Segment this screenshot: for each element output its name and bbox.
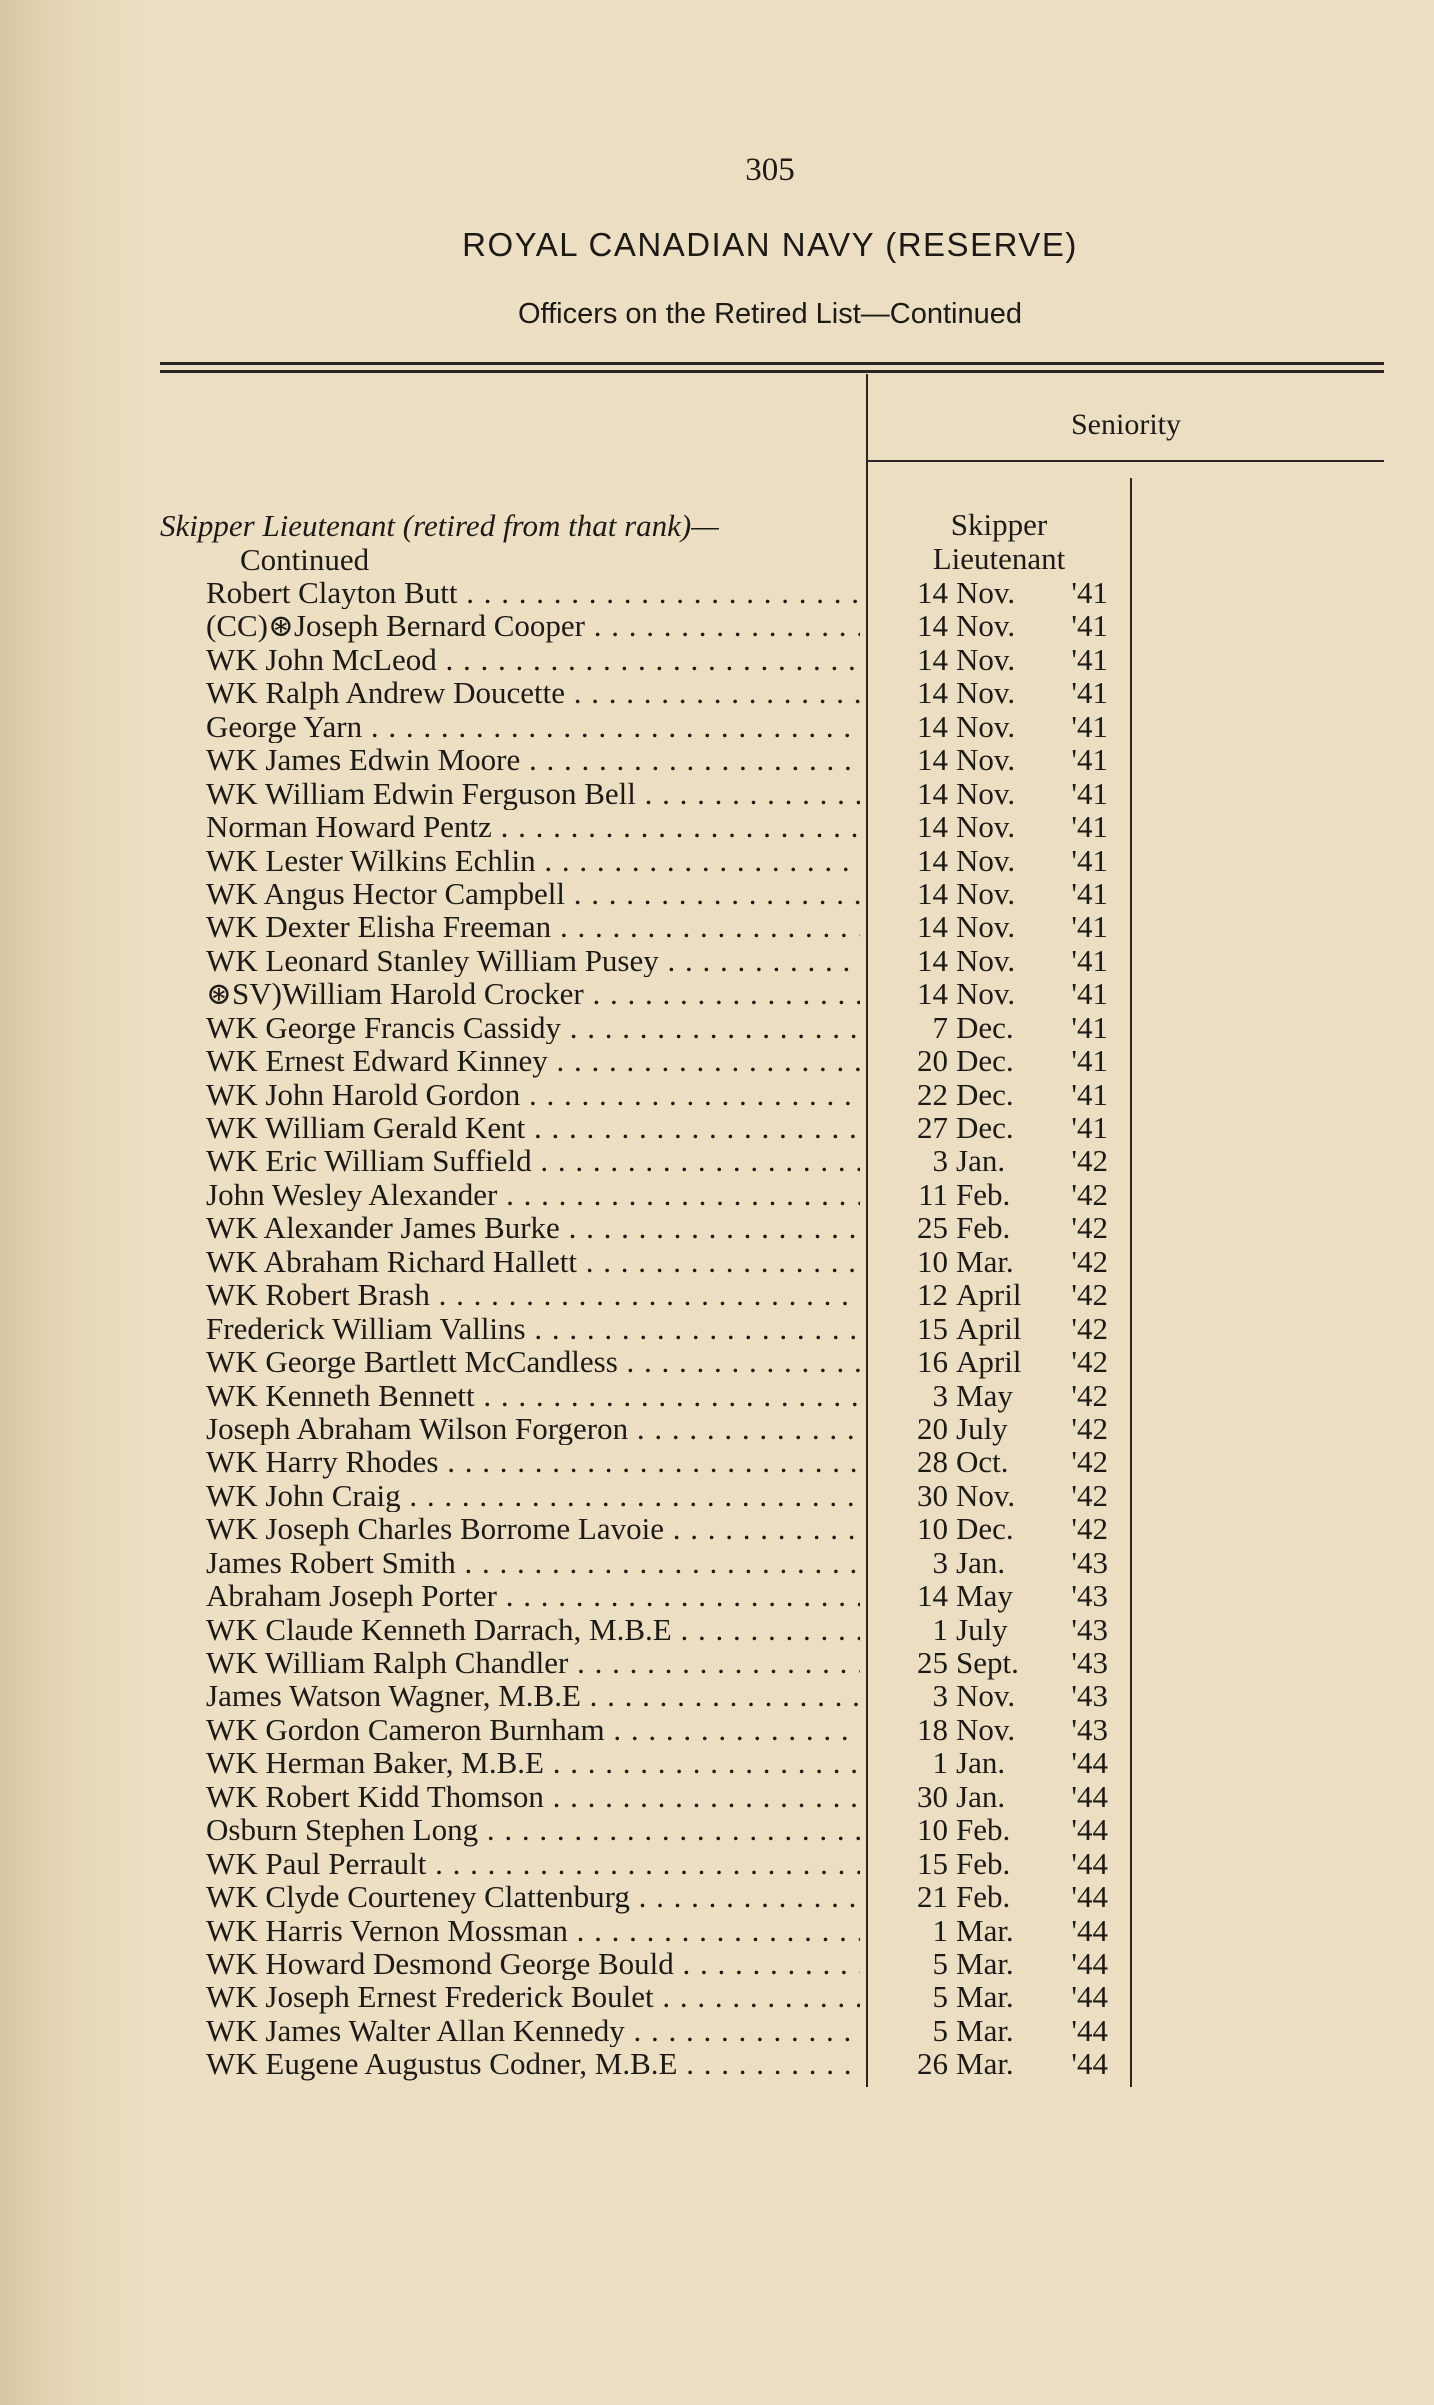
- seniority-year: '42: [1071, 1377, 1108, 1413]
- seniority-year: '41: [1071, 641, 1108, 677]
- officer-name: WK Robert Kidd Thomson . . .: [206, 1780, 860, 1813]
- seniority-month: Jan.: [956, 1544, 1006, 1580]
- officer-name: WK Angus Hector Campbell . . .: [206, 877, 860, 910]
- seniority-month: Nov.: [956, 675, 1016, 711]
- officer-row: [0, 1980, 1434, 2013]
- rank-heading-continued: Continued: [240, 542, 370, 577]
- seniority-year: '44: [1071, 1879, 1108, 1915]
- seniority-year: '42: [1071, 1310, 1108, 1346]
- column-header-line2: Lieutenant: [932, 541, 1066, 576]
- officer-row: [0, 910, 1434, 943]
- seniority-day: 15: [917, 1845, 948, 1881]
- seniority-day: 21: [917, 1879, 948, 1915]
- officer-name: James Watson Wagner, M.B.E . . .: [206, 1679, 860, 1712]
- seniority-month: Dec.: [956, 1511, 1014, 1547]
- seniority-day: 3: [932, 1377, 948, 1413]
- officer-name: WK Gordon Cameron Burnham . . .: [206, 1713, 860, 1746]
- officer-row: [0, 1144, 1434, 1177]
- seniority-month: Nov.: [956, 842, 1016, 878]
- officer-row: [0, 777, 1434, 810]
- seniority-day: 3: [932, 1544, 948, 1580]
- officer-row: [0, 977, 1434, 1010]
- seniority-header: Seniority: [1071, 408, 1181, 441]
- seniority-month: Jan.: [956, 1745, 1006, 1781]
- officer-name: WK Herman Baker, M.B.E . . .: [206, 1746, 860, 1779]
- seniority-month: Sept.: [956, 1645, 1019, 1680]
- seniority-year: '41: [1071, 742, 1108, 778]
- officer-name: WK Dexter Elisha Freeman . . .: [206, 910, 860, 943]
- officer-name: WK Claude Kenneth Darrach, M.B.E . . .: [206, 1613, 860, 1646]
- officer-row: [0, 1847, 1434, 1880]
- officer-name: WK Kenneth Bennett . . .: [206, 1379, 860, 1412]
- officer-row: [0, 576, 1434, 609]
- seniority-year: '41: [1071, 1076, 1108, 1112]
- seniority-month: Nov.: [956, 875, 1016, 911]
- officer-name: WK Robert Brash . . .: [206, 1278, 860, 1311]
- officer-row: [0, 1312, 1434, 1345]
- officer-list: [0, 576, 1434, 2081]
- officer-name: WK George Francis Cassidy . . .: [206, 1011, 860, 1044]
- officer-row: [0, 944, 1434, 977]
- seniority-month: Oct.: [956, 1444, 1009, 1480]
- officer-row: [0, 2014, 1434, 2047]
- officer-row: [0, 1078, 1434, 1111]
- seniority-month: Mar.: [956, 1243, 1014, 1279]
- seniority-day: 1: [932, 1745, 948, 1781]
- seniority-month: Mar.: [956, 1979, 1014, 2015]
- seniority-year: '41: [1071, 708, 1108, 744]
- officer-row: [0, 1579, 1434, 1612]
- seniority-year: '41: [1071, 608, 1108, 644]
- seniority-year: '41: [1071, 976, 1108, 1012]
- seniority-month: Nov.: [956, 1711, 1016, 1747]
- seniority-month: Jan.: [956, 1778, 1006, 1814]
- seniority-day: 14: [917, 942, 948, 978]
- seniority-month: May: [956, 1377, 1013, 1413]
- seniority-month: Nov.: [956, 742, 1016, 778]
- seniority-month: Mar.: [956, 1945, 1014, 1981]
- seniority-day: 25: [917, 1645, 948, 1680]
- officer-row: [0, 1044, 1434, 1077]
- seniority-month: Mar.: [956, 2046, 1014, 2082]
- seniority-day: 26: [917, 2046, 948, 2082]
- officer-name: Joseph Abraham Wilson Forgeron . . .: [206, 1412, 860, 1445]
- officer-name: WK William Ralph Chandler . . .: [206, 1646, 860, 1679]
- seniority-day: 30: [917, 1778, 948, 1814]
- header-double-rule-bottom: [160, 370, 1384, 373]
- seniority-year: '41: [1071, 809, 1108, 845]
- officer-name: Osburn Stephen Long . . .: [206, 1813, 860, 1846]
- officer-name: WK George Bartlett McCandless . . .: [206, 1345, 860, 1378]
- seniority-month: Feb.: [956, 1879, 1011, 1915]
- seniority-month: July: [956, 1410, 1008, 1446]
- seniority-year: '43: [1071, 1544, 1108, 1580]
- column-header-line1: Skipper: [950, 507, 1048, 542]
- seniority-day: 10: [917, 1812, 948, 1848]
- seniority-day: 16: [917, 1344, 948, 1380]
- officer-row: [0, 1947, 1434, 1980]
- seniority-day: 14: [917, 641, 948, 677]
- seniority-day: 14: [917, 909, 948, 945]
- seniority-year: '44: [1071, 2012, 1108, 2048]
- officer-row: [0, 1412, 1434, 1445]
- seniority-year: '41: [1071, 675, 1108, 711]
- seniority-year: '44: [1071, 1979, 1108, 2015]
- seniority-day: 1: [932, 1912, 948, 1948]
- seniority-month: Nov.: [956, 1678, 1016, 1714]
- header-double-rule-top: [160, 362, 1384, 365]
- officer-name: John Wesley Alexander . . .: [206, 1178, 860, 1211]
- officer-name: WK Lester Wilkins Echlin . . .: [206, 844, 860, 877]
- seniority-year: '44: [1071, 1812, 1108, 1848]
- seniority-day: 14: [917, 608, 948, 644]
- officer-row: [0, 1646, 1434, 1679]
- seniority-year: '41: [1071, 1009, 1108, 1045]
- seniority-year: '41: [1071, 775, 1108, 811]
- officer-name: WK John Craig . . .: [206, 1479, 860, 1512]
- seniority-month: April: [956, 1344, 1022, 1380]
- seniority-day: 14: [917, 875, 948, 911]
- seniority-year: '44: [1071, 1912, 1108, 1948]
- seniority-month: Feb.: [956, 1176, 1011, 1212]
- seniority-month: Dec.: [956, 1076, 1014, 1112]
- seniority-day: 20: [917, 1043, 948, 1079]
- officer-name: WK John McLeod . . .: [206, 643, 860, 676]
- officer-name: ⊛SV)William Harold Crocker . . .: [206, 977, 860, 1010]
- seniority-year: '43: [1071, 1645, 1108, 1680]
- seniority-month: Jan.: [956, 1143, 1006, 1179]
- seniority-month: Feb.: [956, 1845, 1011, 1881]
- officer-row: [0, 1379, 1434, 1412]
- seniority-year: '42: [1071, 1143, 1108, 1179]
- page-number: 305: [745, 152, 795, 188]
- officer-row: [0, 609, 1434, 642]
- seniority-year: '41: [1071, 842, 1108, 878]
- officer-row: [0, 810, 1434, 843]
- officer-name: WK Joseph Ernest Frederick Boulet . . .: [206, 1980, 860, 2013]
- seniority-day: 27: [917, 1110, 948, 1145]
- seniority-year: '41: [1071, 1043, 1108, 1079]
- seniority-header-rule: [868, 460, 1384, 462]
- officer-row: [0, 2047, 1434, 2080]
- officer-row: [0, 1211, 1434, 1244]
- seniority-day: 14: [917, 575, 948, 610]
- seniority-day: 30: [917, 1477, 948, 1513]
- seniority-year: '43: [1071, 1578, 1108, 1614]
- seniority-month: Nov.: [956, 1477, 1016, 1513]
- officer-row: [0, 1111, 1434, 1144]
- seniority-day: 11: [918, 1176, 948, 1212]
- officer-name: WK William Gerald Kent . . .: [206, 1111, 860, 1144]
- officer-name: WK Eric William Suffield . . .: [206, 1144, 860, 1177]
- officer-name: George Yarn . . .: [206, 710, 860, 743]
- seniority-day: 10: [917, 1243, 948, 1279]
- seniority-month: Nov.: [956, 809, 1016, 845]
- seniority-year: '44: [1071, 1778, 1108, 1814]
- officer-name: James Robert Smith . . .: [206, 1546, 860, 1579]
- seniority-day: 14: [917, 976, 948, 1012]
- seniority-day: 3: [932, 1143, 948, 1179]
- officer-row: [0, 1613, 1434, 1646]
- page-title: ROYAL CANADIAN NAVY (RESERVE): [462, 226, 1078, 263]
- seniority-year: '42: [1071, 1410, 1108, 1446]
- seniority-day: 10: [917, 1511, 948, 1547]
- seniority-month: Dec.: [956, 1009, 1014, 1045]
- seniority-year: '41: [1071, 909, 1108, 945]
- seniority-year: '42: [1071, 1243, 1108, 1279]
- officer-name: WK Leonard Stanley William Pusey . . .: [206, 944, 860, 977]
- officer-name: WK Alexander James Burke . . .: [206, 1211, 860, 1244]
- officer-row: [0, 1880, 1434, 1913]
- seniority-year: '41: [1071, 575, 1108, 610]
- seniority-year: '43: [1071, 1611, 1108, 1647]
- officer-name: WK Eugene Augustus Codner, M.B.E . . .: [206, 2047, 860, 2080]
- seniority-day: 22: [917, 1076, 948, 1112]
- officer-row: [0, 1345, 1434, 1378]
- page-subtitle: Officers on the Retired List—Continued: [517, 298, 1022, 330]
- seniority-day: 20: [917, 1410, 948, 1446]
- seniority-month: Mar.: [956, 1912, 1014, 1948]
- seniority-year: '44: [1071, 1945, 1108, 1981]
- seniority-month: May: [956, 1578, 1013, 1614]
- seniority-year: '41: [1071, 942, 1108, 978]
- officer-row: [0, 1011, 1434, 1044]
- officer-name: WK Ralph Andrew Doucette . . .: [206, 676, 860, 709]
- officer-row: [0, 1813, 1434, 1846]
- seniority-day: 28: [917, 1444, 948, 1480]
- seniority-year: '42: [1071, 1444, 1108, 1480]
- seniority-year: '42: [1071, 1277, 1108, 1313]
- officer-name: WK Ernest Edward Kinney . . .: [206, 1044, 860, 1077]
- seniority-month: Dec.: [956, 1043, 1014, 1079]
- seniority-day: 14: [917, 675, 948, 711]
- seniority-day: 5: [932, 1979, 948, 2015]
- officer-name: WK James Walter Allan Kennedy . . .: [206, 2014, 860, 2047]
- seniority-month: Nov.: [956, 976, 1016, 1012]
- seniority-day: 14: [917, 809, 948, 845]
- seniority-year: '43: [1071, 1711, 1108, 1747]
- officer-row: [0, 1278, 1434, 1311]
- officer-name: WK Clyde Courteney Clattenburg . . .: [206, 1880, 860, 1913]
- seniority-month: July: [956, 1611, 1008, 1647]
- seniority-month: Feb.: [956, 1210, 1011, 1246]
- seniority-day: 5: [932, 2012, 948, 2048]
- seniority-year: '42: [1071, 1477, 1108, 1513]
- officer-row: [0, 1679, 1434, 1712]
- seniority-year: '42: [1071, 1210, 1108, 1246]
- seniority-month: Mar.: [956, 2012, 1014, 2048]
- seniority-year: '44: [1071, 1745, 1108, 1781]
- officer-name: WK Harris Vernon Mossman . . .: [206, 1914, 860, 1947]
- officer-name: Frederick William Vallins . . .: [206, 1312, 860, 1345]
- officer-name: WK Joseph Charles Borrome Lavoie . . .: [206, 1512, 860, 1545]
- seniority-column-header: [868, 508, 1130, 576]
- officer-row: [0, 877, 1434, 910]
- officer-row: [0, 844, 1434, 877]
- seniority-year: '42: [1071, 1344, 1108, 1380]
- officer-row: [0, 1445, 1434, 1478]
- seniority-year: '44: [1071, 1845, 1108, 1881]
- seniority-month: Feb.: [956, 1812, 1011, 1848]
- seniority-month: April: [956, 1310, 1022, 1346]
- seniority-day: 18: [917, 1711, 948, 1747]
- officer-row: [0, 676, 1434, 709]
- seniority-month: April: [956, 1277, 1022, 1313]
- officer-name: WK John Harold Gordon . . .: [206, 1078, 860, 1111]
- seniority-day: 14: [917, 1578, 948, 1614]
- officer-name: WK William Edwin Ferguson Bell . . .: [206, 777, 860, 810]
- seniority-month: Nov.: [956, 942, 1016, 978]
- seniority-month: Nov.: [956, 608, 1016, 644]
- seniority-day: 14: [917, 775, 948, 811]
- rank-heading: Skipper Lieutenant (retired from that rank)—: [160, 508, 719, 543]
- seniority-day: 15: [917, 1310, 948, 1346]
- seniority-year: '42: [1071, 1511, 1108, 1547]
- officer-name: Abraham Joseph Porter . . .: [206, 1579, 860, 1612]
- seniority-month: Nov.: [956, 708, 1016, 744]
- seniority-day: 14: [917, 842, 948, 878]
- officer-row: [0, 1512, 1434, 1545]
- officer-row: [0, 743, 1434, 776]
- seniority-year: '43: [1071, 1678, 1108, 1714]
- officer-row: [0, 1914, 1434, 1947]
- seniority-day: 14: [917, 742, 948, 778]
- officer-row: [0, 1245, 1434, 1278]
- seniority-month: Nov.: [956, 575, 1016, 610]
- officer-row: [0, 1780, 1434, 1813]
- officer-row: [0, 1713, 1434, 1746]
- officer-row: [0, 1479, 1434, 1512]
- officer-name: WK Harry Rhodes . . .: [206, 1445, 860, 1478]
- officer-row: [0, 1746, 1434, 1779]
- seniority-day: 12: [917, 1277, 948, 1313]
- officer-name: WK Abraham Richard Hallett . . .: [206, 1245, 860, 1278]
- seniority-day: 1: [932, 1611, 948, 1647]
- officer-row: [0, 710, 1434, 743]
- seniority-month: Dec.: [956, 1110, 1014, 1145]
- seniority-day: 7: [932, 1009, 948, 1045]
- seniority-year: '42: [1071, 1176, 1108, 1212]
- officer-name: Robert Clayton Butt . . .: [206, 576, 860, 609]
- seniority-month: Nov.: [956, 909, 1016, 945]
- seniority-day: 5: [932, 1945, 948, 1981]
- officer-row: [0, 643, 1434, 676]
- seniority-day: 14: [917, 708, 948, 744]
- officer-name: WK James Edwin Moore . . .: [206, 743, 860, 776]
- officer-name: WK Howard Desmond George Bould . . .: [206, 1947, 860, 1980]
- seniority-month: Nov.: [956, 775, 1016, 811]
- seniority-day: 25: [917, 1210, 948, 1246]
- officer-row: [0, 1178, 1434, 1211]
- seniority-year: '44: [1071, 2046, 1108, 2082]
- officer-name: WK Paul Perrault . . .: [206, 1847, 860, 1880]
- officer-name: (CC)⊛Joseph Bernard Cooper . . .: [206, 609, 860, 642]
- seniority-year: '41: [1071, 875, 1108, 911]
- seniority-year: '41: [1071, 1110, 1108, 1145]
- seniority-month: Nov.: [956, 641, 1016, 677]
- officer-row: [0, 1546, 1434, 1579]
- seniority-day: 3: [932, 1678, 948, 1714]
- officer-name: Norman Howard Pentz . . .: [206, 810, 860, 843]
